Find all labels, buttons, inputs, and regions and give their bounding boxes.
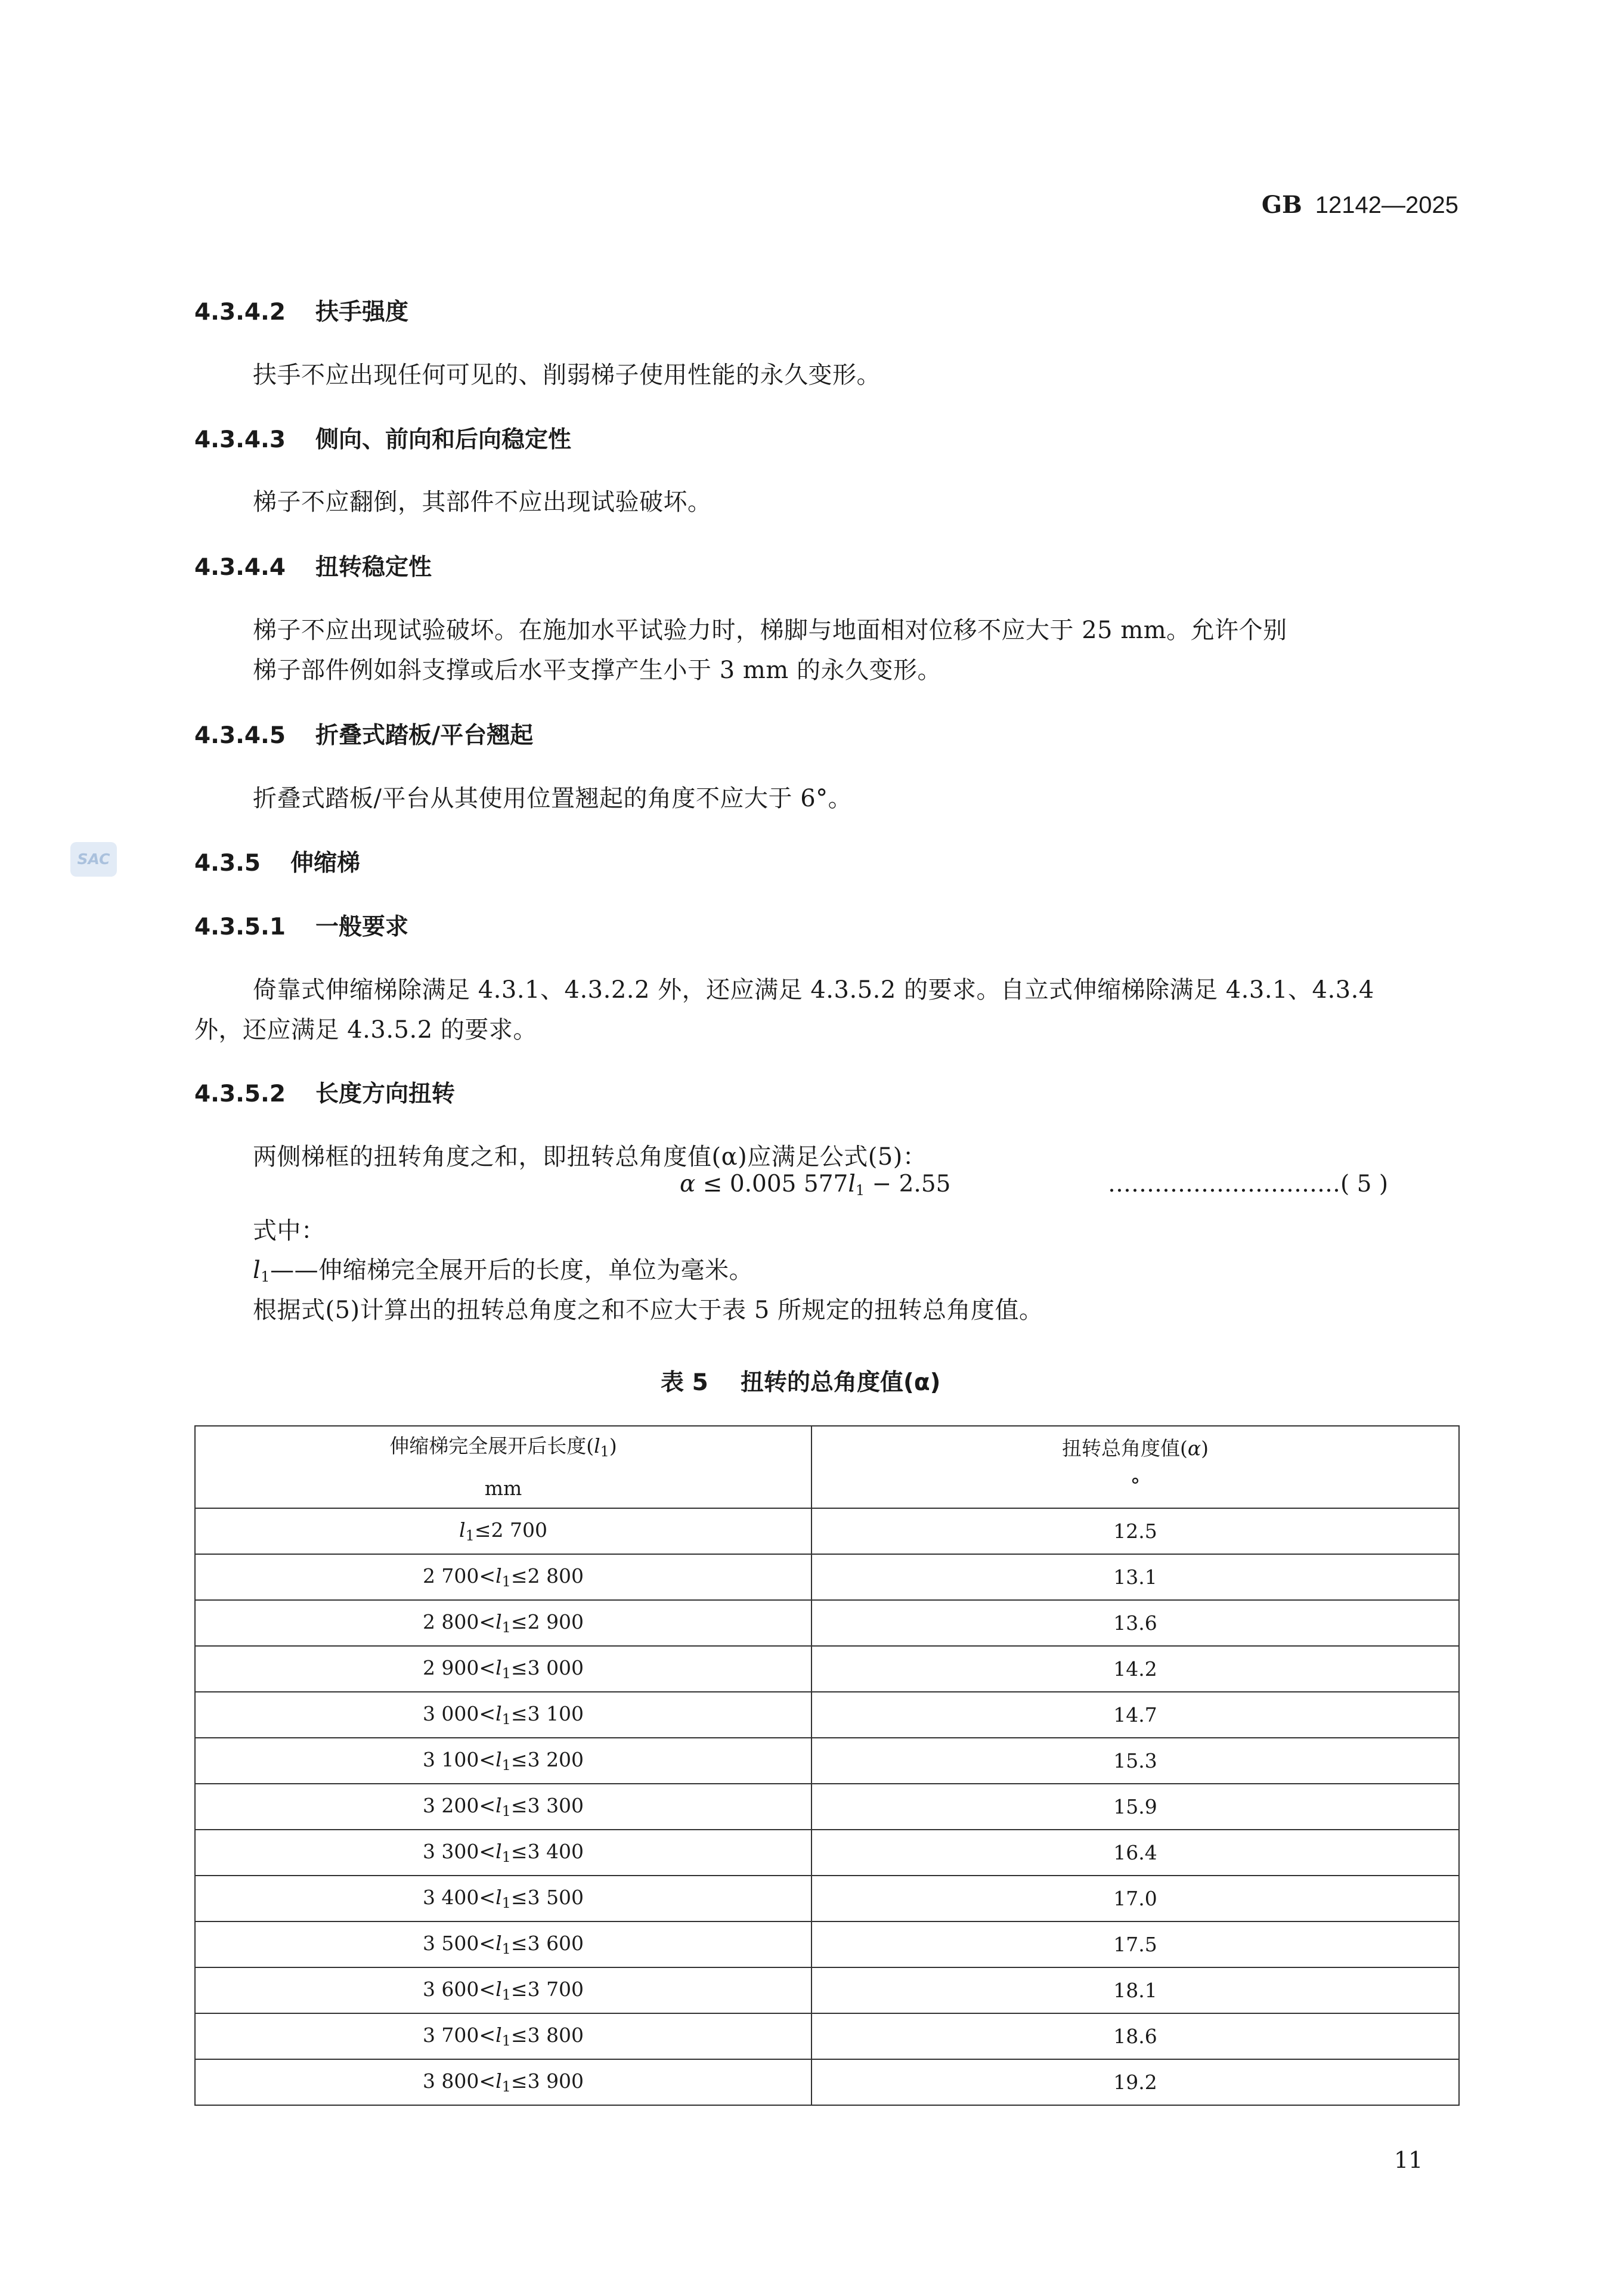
range-lower-operator: < bbox=[479, 1794, 496, 1817]
range-variable: l bbox=[495, 1840, 502, 1863]
section-title: 一般要求 bbox=[315, 914, 409, 940]
range-subscript: 1 bbox=[501, 1803, 511, 1820]
range-upper-operator: ≤ bbox=[510, 1886, 528, 1909]
col1-header-text: 伸缩梯完全展开后长度( bbox=[389, 1434, 594, 1458]
table-header-row bbox=[195, 1426, 1459, 1508]
formula-coefficient: 0.005 577 bbox=[729, 1171, 848, 1197]
length-range-cell bbox=[195, 1876, 811, 1921]
paragraph: 两侧梯框的扭转角度之和，即扭转总角度值(α)应满足公式(5)： bbox=[253, 1143, 927, 1171]
table-row bbox=[195, 1967, 1459, 2013]
col1-header-sub: 1 bbox=[600, 1443, 609, 1460]
range-upper: 3 600 bbox=[527, 1932, 584, 1955]
angle-value-cell: 18.1 bbox=[811, 1967, 1459, 2013]
range-subscript: 1 bbox=[501, 1895, 511, 1911]
angle-value-cell: 17.5 bbox=[811, 1921, 1459, 1967]
section-number: 4.3.4.2 bbox=[194, 299, 286, 326]
length-range-cell bbox=[195, 1830, 811, 1876]
range-variable: l bbox=[495, 2069, 502, 2093]
range-upper: 3 300 bbox=[527, 1794, 584, 1817]
range-lower: 3 300 bbox=[422, 1840, 479, 1863]
range-variable: l bbox=[495, 1656, 502, 1679]
section-heading bbox=[194, 293, 408, 327]
section-heading bbox=[194, 421, 571, 454]
range-upper-operator: ≤ bbox=[510, 1610, 528, 1633]
range-subscript: 1 bbox=[501, 1619, 511, 1636]
formula-leader: ………………………… bbox=[1108, 1171, 1340, 1197]
angle-value-cell: 12.5 bbox=[811, 1508, 1459, 1554]
range-upper: 3 900 bbox=[527, 2069, 584, 2093]
range-upper: 3 700 bbox=[527, 1978, 584, 2001]
range-upper: 3 500 bbox=[527, 1886, 584, 1909]
col1-header bbox=[195, 1426, 811, 1508]
section-heading bbox=[194, 717, 533, 750]
paragraph: 折叠式踏板/平台从其使用位置翘起的角度不应大于 6°。 bbox=[253, 785, 853, 812]
section-heading bbox=[194, 844, 360, 878]
section-title: 扭转稳定性 bbox=[315, 554, 432, 581]
range-lower: 3 800 bbox=[422, 2069, 479, 2093]
torsion-angle-table bbox=[194, 1425, 1460, 2106]
where-definition bbox=[253, 1251, 753, 1285]
range-upper-operator: ≤ bbox=[510, 1932, 528, 1955]
section-number: 4.3.5.2 bbox=[194, 1081, 286, 1107]
range-upper-operator: ≤ bbox=[510, 1978, 528, 2001]
range-upper: 3 400 bbox=[527, 1840, 584, 1863]
range-subscript: 1 bbox=[501, 1757, 511, 1774]
range-lower: 2 800 bbox=[422, 1610, 479, 1633]
range-lower: 3 600 bbox=[422, 1978, 479, 2001]
range-lower-operator: < bbox=[479, 1610, 496, 1633]
angle-value-cell: 17.0 bbox=[811, 1876, 1459, 1921]
length-range-cell bbox=[195, 1967, 811, 2013]
length-range-cell bbox=[195, 1692, 811, 1738]
range-variable: l bbox=[459, 1518, 466, 1542]
range-lower: 3 500 bbox=[422, 1932, 479, 1955]
range-upper-operator: ≤ bbox=[510, 1840, 528, 1863]
formula bbox=[680, 1171, 950, 1199]
range-subscript: 1 bbox=[501, 1711, 511, 1728]
length-range-cell bbox=[195, 2059, 811, 2105]
angle-value-cell: 14.7 bbox=[811, 1692, 1459, 1738]
range-lower-operator: < bbox=[479, 1656, 496, 1679]
section-number: 4.3.4.3 bbox=[194, 426, 286, 453]
range-upper-operator: ≤ bbox=[510, 1748, 528, 1771]
range-lower: 3 000 bbox=[422, 1702, 479, 1725]
angle-value-cell: 14.2 bbox=[811, 1646, 1459, 1692]
page-number: 11 bbox=[1394, 2147, 1423, 2173]
range-upper-operator: ≤ bbox=[510, 1656, 528, 1679]
range-upper-operator: ≤ bbox=[510, 2023, 528, 2047]
formula-operator: ≤ bbox=[702, 1171, 723, 1197]
range-upper: 3 800 bbox=[527, 2023, 584, 2047]
range-lower-operator: < bbox=[479, 2023, 496, 2047]
range-subscript: 1 bbox=[501, 1665, 511, 1682]
range-subscript: 1 bbox=[501, 2032, 511, 2049]
paragraph: 梯子不应翻倒，其部件不应出现试验破坏。 bbox=[253, 488, 712, 516]
section-title: 伸缩梯 bbox=[290, 850, 361, 877]
formula-number bbox=[1108, 1171, 1388, 1197]
table-row bbox=[195, 1600, 1459, 1646]
paragraph-line: 梯子部件例如斜支撑或后水平支撑产生小于 3 mm 的永久变形。 bbox=[253, 657, 941, 684]
section-number: 4.3.4.4 bbox=[194, 554, 286, 581]
range-subscript: 1 bbox=[501, 2078, 511, 2095]
table-row bbox=[195, 1646, 1459, 1692]
range-lower-operator: < bbox=[479, 1978, 496, 2001]
length-range-cell bbox=[195, 1508, 811, 1554]
table-row bbox=[195, 1508, 1459, 1554]
range-lower-operator: < bbox=[479, 2069, 496, 2093]
length-range-cell bbox=[195, 1554, 811, 1600]
length-range-cell bbox=[195, 1921, 811, 1967]
length-range-cell bbox=[195, 1646, 811, 1692]
col2-header bbox=[811, 1426, 1459, 1508]
range-upper-operator: ≤ bbox=[510, 1564, 528, 1588]
table-row bbox=[195, 1876, 1459, 1921]
paragraph-line: 倚靠式伸缩梯除满足 4.3.1、4.3.2.2 外，还应满足 4.3.5.2 的要求。自立式伸缩梯除满足 4.3.1、4.3.4 bbox=[253, 976, 1374, 1004]
range-variable: l bbox=[495, 1702, 502, 1725]
range-upper: 2 900 bbox=[527, 1610, 584, 1633]
col2-header-var: α bbox=[1187, 1437, 1201, 1460]
range-variable: l bbox=[495, 1886, 502, 1909]
range-subscript: 1 bbox=[501, 1941, 511, 1957]
col1-header-unit: mm bbox=[484, 1476, 522, 1500]
angle-value-cell: 13.6 bbox=[811, 1600, 1459, 1646]
range-upper: 2 700 bbox=[491, 1518, 547, 1542]
col2-header-text: 扭转总角度值( bbox=[1061, 1437, 1188, 1460]
range-lower-operator: < bbox=[479, 1748, 496, 1771]
table-row bbox=[195, 1830, 1459, 1876]
range-lower-operator: < bbox=[479, 1702, 496, 1725]
formula-alpha: α bbox=[680, 1171, 696, 1197]
angle-value-cell: 15.3 bbox=[811, 1738, 1459, 1784]
table-row bbox=[195, 1554, 1459, 1600]
col1-header-var: l bbox=[594, 1434, 600, 1458]
paragraph-line: 外，还应满足 4.3.5.2 的要求。 bbox=[194, 1016, 537, 1044]
angle-value-cell: 19.2 bbox=[811, 2059, 1459, 2105]
range-lower-operator: < bbox=[479, 1886, 496, 1909]
formula-minus: − bbox=[872, 1171, 892, 1197]
formula-subscript: 1 bbox=[855, 1182, 865, 1199]
paragraph-line: 梯子不应出现试验破坏。在施加水平试验力时，梯脚与地面相对位移不应大于 25 mm。允许个别 bbox=[253, 617, 1287, 644]
range-subscript: 1 bbox=[501, 1849, 511, 1865]
sac-logo: SAC bbox=[70, 842, 117, 877]
col1-header-close: ) bbox=[609, 1434, 617, 1458]
range-lower: 3 100 bbox=[422, 1748, 479, 1771]
range-variable: l bbox=[495, 1978, 502, 2001]
angle-value-cell: 13.1 bbox=[811, 1554, 1459, 1600]
where-subscript: 1 bbox=[261, 1268, 271, 1285]
range-lower: 2 700 bbox=[422, 1564, 479, 1588]
table-caption: 表 5 扭转的总角度值(α) bbox=[661, 1369, 941, 1396]
range-variable: l bbox=[495, 1564, 502, 1588]
angle-value-cell: 18.6 bbox=[811, 2013, 1459, 2059]
range-upper-operator: ≤ bbox=[510, 1794, 528, 1817]
section-number: 4.3.5 bbox=[194, 850, 261, 877]
range-variable: l bbox=[495, 1610, 502, 1633]
document-code bbox=[1262, 191, 1458, 219]
range-lower: 2 900 bbox=[422, 1656, 479, 1679]
range-variable: l bbox=[495, 1794, 502, 1817]
range-lower: 3 200 bbox=[422, 1794, 479, 1817]
standard-prefix: GB bbox=[1261, 191, 1302, 219]
range-upper-operator: ≤ bbox=[510, 2069, 528, 2093]
formula-label: ( 5 ) bbox=[1340, 1171, 1389, 1197]
range-subscript: 1 bbox=[501, 1573, 511, 1590]
section-title: 长度方向扭转 bbox=[315, 1081, 456, 1107]
range-lower-operator: < bbox=[479, 1932, 496, 1955]
section-heading bbox=[194, 1075, 455, 1109]
range-lower: 3 700 bbox=[422, 2023, 479, 2047]
section-title: 折叠式踏板/平台翘起 bbox=[315, 722, 534, 749]
col2-header-close: ) bbox=[1201, 1437, 1209, 1460]
range-subscript: 1 bbox=[465, 1527, 475, 1544]
range-variable: l bbox=[495, 1932, 502, 1955]
standard-code: 12142—2025 bbox=[1315, 192, 1458, 218]
section-number: 4.3.4.5 bbox=[194, 722, 286, 749]
length-range-cell bbox=[195, 1600, 811, 1646]
section-heading bbox=[194, 908, 408, 942]
range-lower-operator: < bbox=[479, 1840, 496, 1863]
col2-header-unit: ° bbox=[1130, 1474, 1141, 1497]
paragraph: 扶手不应出现任何可见的、削弱梯子使用性能的永久变形。 bbox=[253, 361, 881, 389]
range-upper-operator: ≤ bbox=[474, 1518, 491, 1542]
angle-value-cell: 16.4 bbox=[811, 1830, 1459, 1876]
range-subscript: 1 bbox=[501, 1986, 511, 2003]
range-lower: 3 400 bbox=[422, 1886, 479, 1909]
closing-paragraph: 根据式(5)计算出的扭转总角度之和不应大于表 5 所规定的扭转总角度值。 bbox=[253, 1296, 1043, 1324]
table-row bbox=[195, 2013, 1459, 2059]
range-variable: l bbox=[495, 2023, 502, 2047]
section-title: 扶手强度 bbox=[315, 299, 409, 326]
section-number: 4.3.5.1 bbox=[194, 914, 286, 940]
range-upper: 3 200 bbox=[527, 1748, 584, 1771]
formula-variable: l bbox=[848, 1171, 856, 1197]
where-text: ——伸缩梯完全展开后的长度，单位为毫米。 bbox=[270, 1257, 754, 1284]
formula-constant: 2.55 bbox=[899, 1171, 951, 1197]
range-upper-operator: ≤ bbox=[510, 1702, 528, 1725]
table-row bbox=[195, 1784, 1459, 1830]
range-lower-operator: < bbox=[479, 1564, 496, 1588]
angle-value-cell: 15.9 bbox=[811, 1784, 1459, 1830]
length-range-cell bbox=[195, 1738, 811, 1784]
range-upper: 3 000 bbox=[527, 1656, 584, 1679]
range-variable: l bbox=[495, 1748, 502, 1771]
where-variable: l bbox=[253, 1257, 261, 1284]
length-range-cell bbox=[195, 1784, 811, 1830]
range-upper: 2 800 bbox=[527, 1564, 584, 1588]
table-row bbox=[195, 1692, 1459, 1738]
table-row bbox=[195, 1921, 1459, 1967]
table-row bbox=[195, 2059, 1459, 2105]
section-heading bbox=[194, 549, 432, 582]
length-range-cell bbox=[195, 2013, 811, 2059]
range-upper: 3 100 bbox=[527, 1702, 584, 1725]
section-title: 侧向、前向和后向稳定性 bbox=[315, 426, 572, 453]
table-row bbox=[195, 1738, 1459, 1784]
where-label: 式中： bbox=[253, 1217, 326, 1245]
